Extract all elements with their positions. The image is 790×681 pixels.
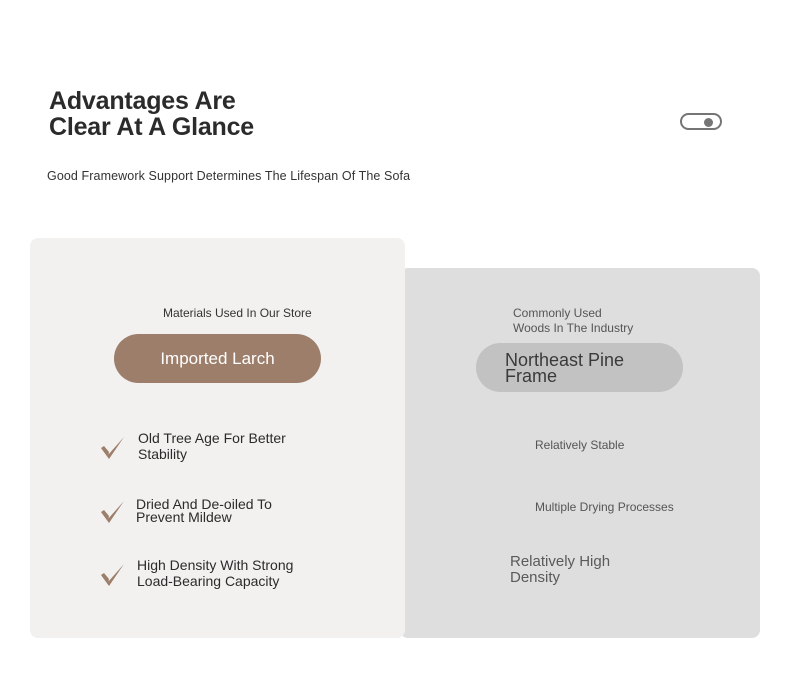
check-icon: [100, 562, 126, 586]
slider-toggle[interactable]: [680, 113, 722, 130]
feature-dried-deoiled: [136, 498, 272, 524]
check-icon: [100, 499, 126, 523]
title-line-2: Clear At A Glance: [49, 113, 254, 141]
feature-line: Prevent Mildew: [136, 509, 232, 525]
store-materials-caption: Materials Used In Our Store: [163, 306, 312, 320]
toggle-knob[interactable]: [704, 118, 713, 127]
feature-line: Dried And De-oiled To: [136, 496, 272, 512]
northeast-pine-badge: [476, 343, 683, 392]
badge-line: Northeast Pine: [505, 350, 625, 370]
feature-high-density: [137, 557, 293, 589]
caption-line: Woods In The Industry: [513, 321, 634, 335]
item-line: Relatively High: [510, 553, 611, 570]
badge-line: Frame: [505, 366, 558, 386]
feature-line: Stability: [138, 446, 188, 462]
item-relatively-high-density: [510, 554, 610, 586]
feature-line: High Density With Strong: [137, 557, 294, 573]
title-line-1: Advantages Are: [49, 87, 236, 115]
page-subtitle: Good Framework Support Determines The Lifespan Of The Sofa: [47, 169, 411, 183]
feature-old-tree-age: [138, 430, 286, 462]
industry-woods-caption: [513, 306, 633, 336]
feature-line: Old Tree Age For Better: [138, 430, 286, 446]
feature-line: Load-Bearing Capacity: [137, 573, 280, 589]
page-title: [49, 88, 254, 140]
item-line: Density: [510, 569, 561, 586]
imported-larch-badge: Imported Larch: [114, 334, 321, 383]
item-relatively-stable: Relatively Stable: [535, 438, 625, 452]
check-icon: [100, 435, 126, 459]
item-multiple-drying: Multiple Drying Processes: [535, 500, 674, 514]
caption-line: Commonly Used: [513, 306, 602, 320]
